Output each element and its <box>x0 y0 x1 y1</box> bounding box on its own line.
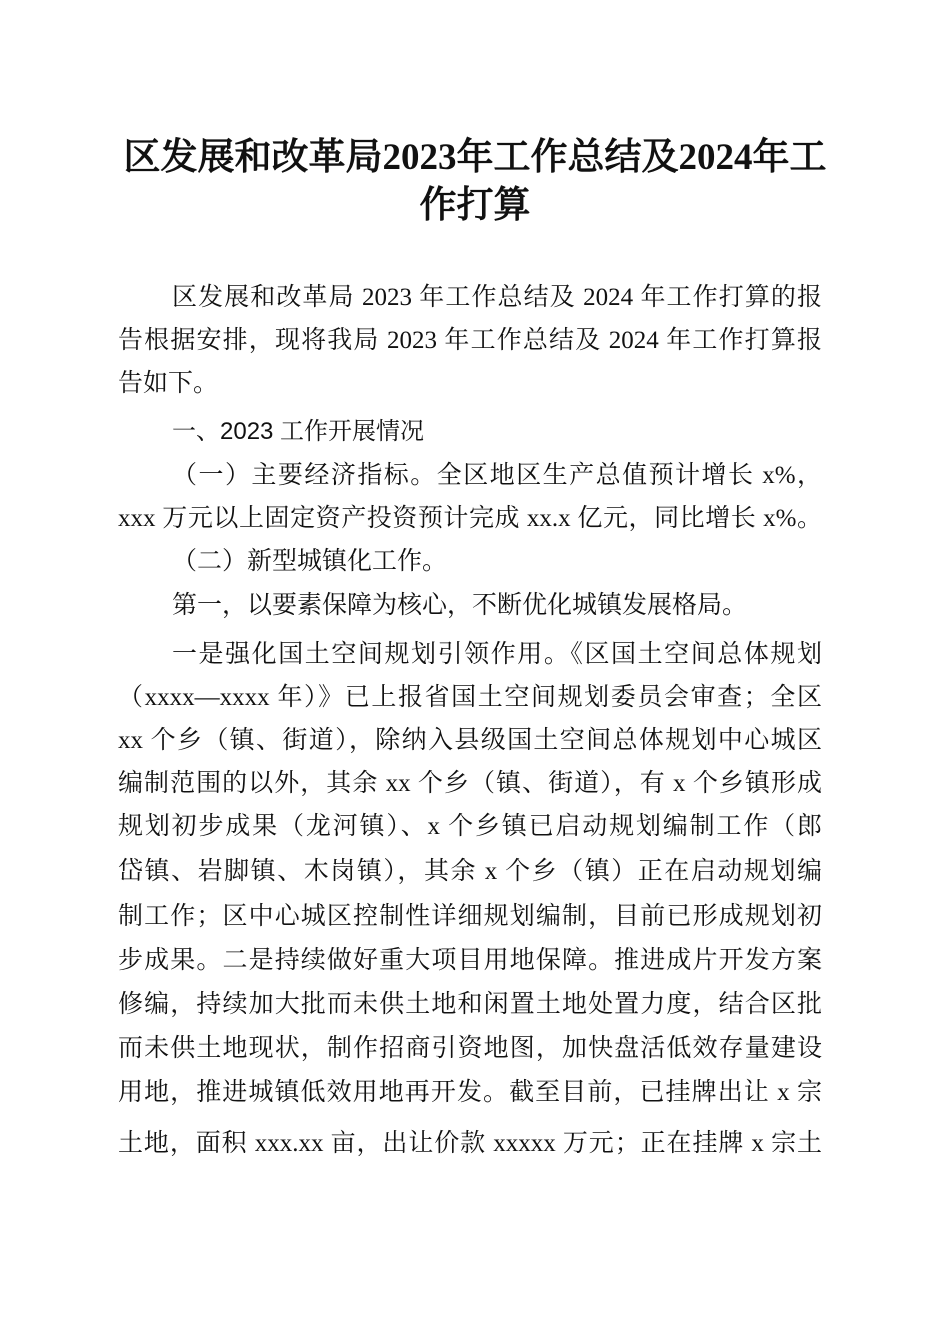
document-title-line-1: 区发展和改革局2023年工作总结及2024年工 <box>123 137 827 178</box>
body-line: 岱镇、岩脚镇、木岗镇），其余 x 个乡（镇）正在启动规划编 <box>118 858 822 885</box>
subheading: （二）新型城镇化工作。 <box>172 548 448 575</box>
body-line: 告如下。 <box>118 370 219 397</box>
body-line: 区发展和改革局 2023 年工作总结及 2024 年工作打算的报 <box>172 284 822 311</box>
body-line: （xxxx—xxxx 年）》已上报省国土空间规划委员会审查；全区 <box>118 684 822 711</box>
body-line: （一）主要经济指标。全区地区生产总值预计增长 x%， <box>172 462 822 489</box>
body-line: 制工作；区中心城区控制性详细规划编制，目前已形成规划初 <box>118 903 822 930</box>
body-line: 步成果。二是持续做好重大项目用地保障。推进成片开发方案 <box>118 947 822 974</box>
document-title-line-2: 作打算 <box>419 185 531 226</box>
body-line: 修编，持续加大批而未供土地和闲置土地处置力度，结合区批 <box>118 991 822 1018</box>
body-line: 第一，以要素保障为核心，不断优化城镇发展格局。 <box>172 592 748 619</box>
body-line: 一是强化国土空间规划引领作用。《区国土空间总体规划 <box>172 641 822 668</box>
body-line: xxx 万元以上固定资产投资预计完成 xx.x 亿元，同比增长 x%。 <box>118 505 822 532</box>
body-line: 而未供土地现状，制作招商引资地图，加快盘活低效存量建设 <box>118 1035 822 1062</box>
section-heading: 一、2023 工作开展情况 <box>172 418 425 445</box>
body-line: 土地，面积 xxx.xx 亩，出让价款 xxxxx 万元；正在挂牌 x 宗土 <box>118 1130 822 1157</box>
body-line: 规划初步成果（龙河镇）、x 个乡镇已启动规划编制工作（郎 <box>118 813 822 840</box>
body-line: 告根据安排，现将我局 2023 年工作总结及 2024 年工作打算报 <box>118 327 822 354</box>
body-line: 用地，推进城镇低效用地再开发。截至目前，已挂牌出让 x 宗 <box>118 1079 822 1106</box>
body-line: 编制范围的以外，其余 xx 个乡（镇、街道），有 x 个乡镇形成 <box>118 770 822 797</box>
body-line: xx 个乡（镇、街道），除纳入县级国土空间总体规划中心城区 <box>118 727 822 754</box>
